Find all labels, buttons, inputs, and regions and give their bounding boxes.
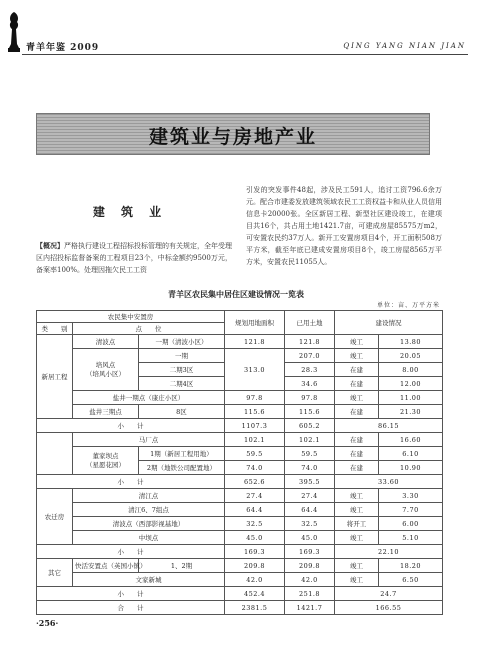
area-cell: 6.50 (379, 573, 443, 587)
area-cell: 12.00 (379, 377, 443, 391)
used-cell: 169.3 (285, 545, 335, 559)
site-cell: 清波点 (73, 335, 139, 349)
plan-cell: 45.0 (225, 531, 285, 545)
status-cell: 竣工 (335, 503, 379, 517)
overview-tag: 【概况】 (36, 241, 64, 250)
status-cell: 在建 (335, 363, 379, 377)
area-cell: 3.30 (379, 489, 443, 503)
status-cell: 在建 (335, 461, 379, 475)
table-row (37, 433, 443, 447)
subtotal-label: 小 计 (37, 587, 225, 601)
table-row (37, 503, 443, 517)
used-cell: 64.4 (285, 503, 335, 517)
phase-cell: 二期4区 (139, 377, 225, 391)
site-cell: 清江6、7组点 (73, 503, 225, 517)
table-row (37, 573, 443, 587)
area-cell: 16.60 (379, 433, 443, 447)
status-cell: 竣工 (335, 391, 379, 405)
area-cell: 7.70 (379, 503, 443, 517)
used-cell: 97.8 (285, 391, 335, 405)
category-cell: 新居工程 (37, 335, 73, 419)
area-cell: 21.30 (379, 405, 443, 419)
plan-cell: 97.8 (225, 391, 285, 405)
table-row (37, 349, 443, 363)
used-cell: 28.3 (285, 363, 335, 377)
subtotal-row (37, 545, 443, 559)
status-cell: 竣工 (335, 531, 379, 545)
area-cell: 20.05 (379, 349, 443, 363)
subtotal-label: 小 计 (37, 545, 225, 559)
area-cell: 166.55 (335, 601, 443, 615)
subtotal-row (37, 587, 443, 601)
site-cell: 培风点 （培风小区） (73, 349, 139, 391)
right-text-column (246, 184, 442, 268)
status-cell: 在建 (335, 405, 379, 419)
status-cell: 竣工 (335, 489, 379, 503)
used-cell: 1421.7 (285, 601, 335, 615)
chapter-title: 建筑业与房地产业 (148, 126, 317, 148)
used-cell: 59.5 (285, 447, 335, 461)
header-group: 农民集中安置房 (37, 311, 225, 323)
used-cell: 27.4 (285, 489, 335, 503)
area-cell: 6.00 (379, 517, 443, 531)
subtotal-label: 小 计 (37, 475, 225, 489)
phase-cell: 2期（地铁公司配置地） (139, 461, 225, 475)
table-header-row (37, 311, 443, 323)
running-header-pinyin: QING YANG NIAN JIAN (343, 42, 466, 50)
used-cell: 395.5 (285, 475, 335, 489)
resettlement-table (36, 310, 443, 615)
left-text-column (36, 240, 232, 276)
plan-cell: 27.4 (225, 489, 285, 503)
category-cell: 其它 (37, 559, 73, 587)
table-row (37, 405, 443, 419)
total-label: 合 计 (37, 601, 225, 615)
site-cell: 董家坝点 （星愿花园） (73, 447, 139, 475)
plan-cell: 452.4 (225, 587, 285, 601)
subtotal-label: 小 计 (37, 419, 225, 433)
phase-cell: 1期（新居工程用地） (139, 447, 225, 461)
chess-piece-logo-icon (6, 10, 22, 54)
status-cell: 竣工 (335, 559, 379, 573)
table-row (37, 517, 443, 531)
area-cell: 6.10 (379, 447, 443, 461)
plan-cell: 32.5 (225, 517, 285, 531)
subtotal-row (37, 419, 443, 433)
site-cell: 盐井三期点 (73, 405, 139, 419)
status-cell: 竣工 (335, 349, 379, 363)
right-paragraph: 引发的突发事件48起，涉及民工591人，追讨工资796.6余万元。配合市建委发放建筑领域农民工工资权益卡和从业人员信用信息卡20000张。全区新居工程、新型社区建设竣工，在建项目共16个，共占用土地1421.7亩，可建成房屋85575万m2，可安置农民约37万人。新开工安置房项目4个，开工面积508万平方米，截至年底已建成安置房项目8个，竣工房屋8565万平方米，安置农民11055人。 (246, 186, 442, 266)
table-title: 青羊区农民集中居住区建设情况一览表 (168, 289, 304, 299)
area-cell: 33.60 (335, 475, 443, 489)
table-row (37, 489, 443, 503)
category-cell (37, 433, 73, 475)
phase-cell: 二期3区 (139, 363, 225, 377)
area-cell: 8.00 (379, 363, 443, 377)
status-cell: 在建 (335, 433, 379, 447)
used-cell: 251.8 (285, 587, 335, 601)
left-paragraph: 严格执行建设工程招标投标管理的有关规定，全年受理区内招投标监督备案的工程项目23个，中标金额约9500万元，备案率100%。处理因拖欠民工工资 (36, 242, 232, 274)
area-cell: 24.7 (335, 587, 443, 601)
plan-cell: 169.3 (225, 545, 285, 559)
site-cell: 盐井一期点（康庄小区） (73, 391, 225, 405)
phase-cell: 一期 (139, 349, 225, 363)
plan-cell: 74.0 (225, 461, 285, 475)
table-row (37, 335, 443, 349)
plan-cell: 102.1 (225, 433, 285, 447)
used-cell: 34.6 (285, 377, 335, 391)
plan-cell: 42.0 (225, 573, 285, 587)
header-rule (22, 54, 468, 55)
plan-cell: 2381.5 (225, 601, 285, 615)
used-cell: 209.8 (285, 559, 335, 573)
plan-cell: 313.0 (225, 349, 285, 391)
table-row (37, 559, 443, 573)
phase-cell: 8区 (139, 405, 225, 419)
chapter-banner (36, 113, 430, 155)
status-cell: 将开工 (335, 517, 379, 531)
used-cell: 45.0 (285, 531, 335, 545)
phase-cell: 1、2期 (139, 559, 225, 573)
header-plan-area: 规划用地面积 (225, 311, 285, 335)
header-used-land: 已用土地 (285, 311, 335, 335)
plan-cell: 652.6 (225, 475, 285, 489)
site-cell: 快活安置点（英国小镇） (73, 559, 139, 573)
used-cell: 42.0 (285, 573, 335, 587)
subtotal-row (37, 475, 443, 489)
plan-cell: 115.6 (225, 405, 285, 419)
table-unit: 单位：亩、万平方米 (376, 302, 440, 309)
used-cell: 115.6 (285, 405, 335, 419)
area-cell: 18.20 (379, 559, 443, 573)
used-cell: 121.8 (285, 335, 335, 349)
used-cell: 74.0 (285, 461, 335, 475)
area-cell: 86.15 (335, 419, 443, 433)
site-cell: 马厂点 (73, 433, 225, 447)
header-type: 类 别 (37, 323, 73, 335)
section-title: 建 筑 业 (92, 205, 168, 219)
category-cell: 农迁房 (37, 489, 73, 545)
plan-cell: 121.8 (225, 335, 285, 349)
plan-cell: 59.5 (225, 447, 285, 461)
site-cell: 清波点（西部影视基地） (73, 517, 225, 531)
total-row (37, 601, 443, 615)
plan-cell: 209.8 (225, 559, 285, 573)
phase-cell: 一期（清波小区） (139, 335, 225, 349)
status-cell: 竣工 (335, 335, 379, 349)
used-cell: 207.0 (285, 349, 335, 363)
table-row (37, 531, 443, 545)
header-status: 建设情况 (335, 311, 443, 335)
table-row (37, 391, 443, 405)
running-header-book-title: 青羊年鉴 2009 (26, 43, 100, 53)
page-number: ·256· (36, 618, 59, 628)
plan-cell: 1107.3 (225, 419, 285, 433)
site-cell: 清江点 (73, 489, 225, 503)
area-cell: 13.80 (379, 335, 443, 349)
status-cell: 在建 (335, 447, 379, 461)
used-cell: 32.5 (285, 517, 335, 531)
area-cell: 11.00 (379, 391, 443, 405)
used-cell: 102.1 (285, 433, 335, 447)
site-cell: 中坝点 (73, 531, 225, 545)
status-cell: 竣工 (335, 573, 379, 587)
area-cell: 5.10 (379, 531, 443, 545)
plan-cell: 64.4 (225, 503, 285, 517)
used-cell: 605.2 (285, 419, 335, 433)
table-row (37, 447, 443, 461)
area-cell: 22.10 (335, 545, 443, 559)
site-cell: 文家新城 (73, 573, 225, 587)
area-cell: 10.90 (379, 461, 443, 475)
header-site: 点 位 (73, 323, 225, 335)
status-cell: 在建 (335, 377, 379, 391)
